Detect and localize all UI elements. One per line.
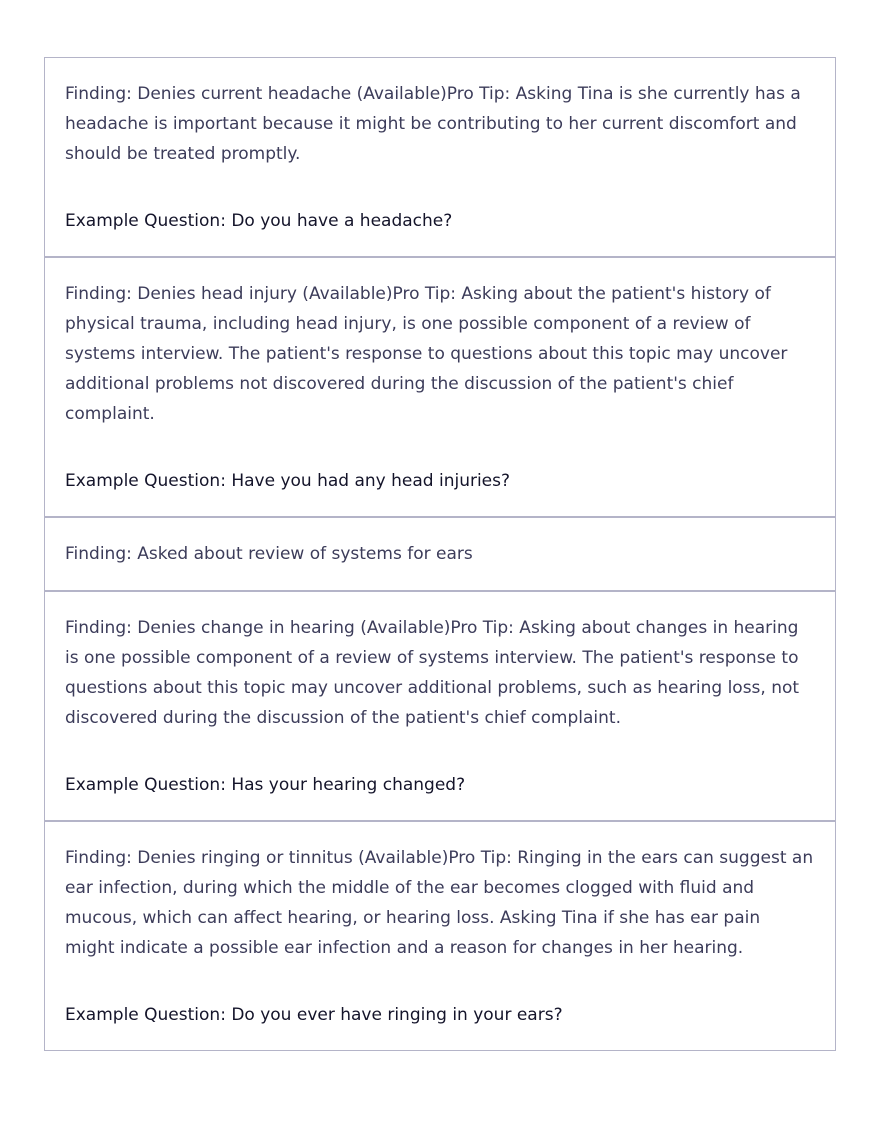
finding-text: Finding: Asked about review of systems for ears [65, 544, 473, 564]
finding-text: Finding: Denies change in hearing (Available)Pro Tip: Asking about changes in hearing is one possible component of a review of systems interview. The patient's response to questions about this topic may uncover additional problems, such as hearing loss, not discovered during the discussion of the patient's chief complaint. [65, 618, 800, 728]
example-question: Example Question: Do you have a headache? [65, 211, 453, 231]
findings-table [44, 57, 836, 1051]
finding-row-headache [45, 58, 835, 256]
finding-text: Finding: Denies ringing or tinnitus (Available)Pro Tip: Ringing in the ears can suggest an ear infection, during which the middle of the ear becomes clogged with fluid and mucous, which can affect hearing, or hearing loss. Asking Tina if she has ear pain might indicate a possible ear infection and a reason for changes in her hearing. [65, 848, 814, 958]
example-question: Example Question: Have you had any head injuries? [65, 471, 511, 491]
finding-row-hearing-change [45, 590, 835, 820]
example-question: Example Question: Has your hearing changed? [65, 775, 466, 795]
example-question: Example Question: Do you ever have ringing in your ears? [65, 1005, 563, 1025]
finding-text: Finding: Denies current headache (Available)Pro Tip: Asking Tina is she currently has a headache is important because it might be contributing to her current discomfort and should be treated promptly. [65, 84, 801, 164]
finding-row-ears-review [45, 516, 835, 590]
finding-row-head-injury [45, 256, 835, 516]
finding-text: Finding: Denies head injury (Available)Pro Tip: Asking about the patient's history of physical trauma, including head injury, is one possible component of a review of systems interview. The patient's response to questions about this topic may uncover additional problems not discovered during the discussion of the patient's chief complaint. [65, 284, 788, 424]
finding-row-tinnitus [45, 820, 835, 1050]
